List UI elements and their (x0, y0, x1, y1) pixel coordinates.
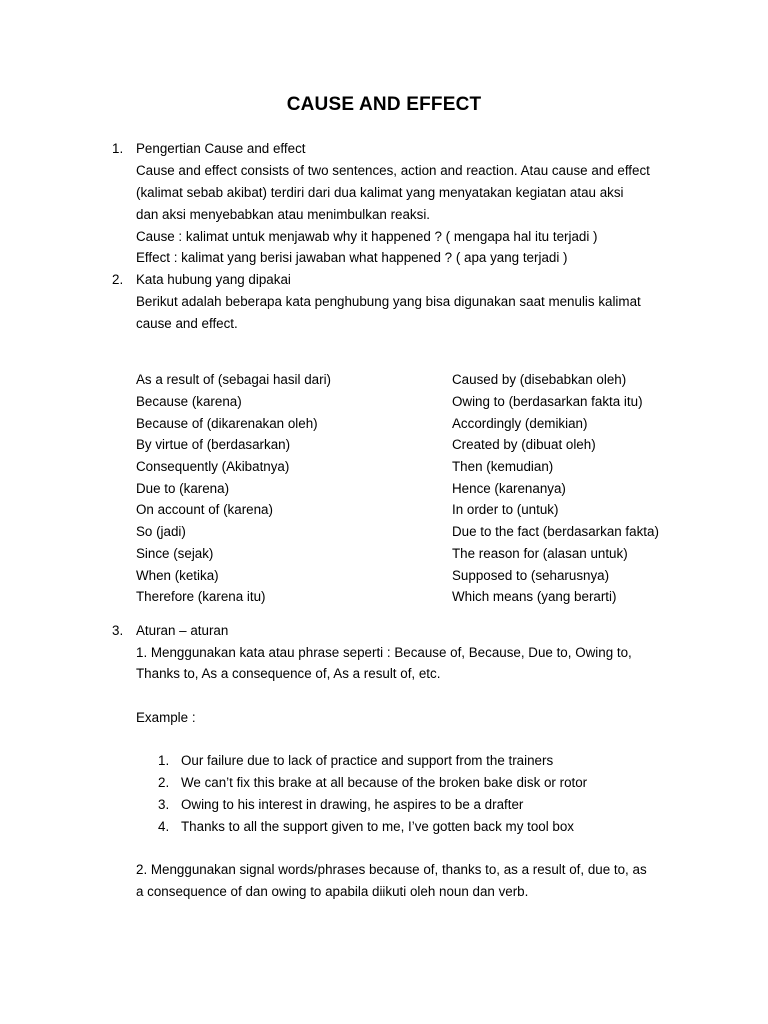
conjunction-left: Because of (dikarenakan oleh) (136, 416, 318, 431)
page-title: CAUSE AND EFFECT (286, 94, 482, 115)
section-2-heading: Kata hubung yang dipakai (136, 272, 291, 287)
conjunction-left: By virtue of (berdasarkan) (136, 437, 291, 452)
conjunction-right: Accordingly (demikian) (452, 416, 588, 431)
section-3-heading: Aturan – aturan (136, 623, 229, 638)
conjunction-right: Supposed to (seharusnya) (452, 568, 610, 583)
example-text: Our failure due to lack of practice and support from the trainers (181, 753, 554, 768)
example-label: Example : (136, 710, 196, 725)
conjunction-right: Which means (yang berarti) (452, 589, 617, 604)
rule-2-line: 2. Menggunakan signal words/phrases because of, thanks to, as a result of, due to, as (136, 862, 647, 877)
example-number: 1. (158, 753, 170, 768)
conjunction-right: Created by (dibuat oleh) (452, 437, 596, 452)
example-text: We can’t fix this brake at all because of the broken bake disk or rotor (181, 775, 588, 790)
rule-2-line: a consequence of dan owing to apabila diikuti oleh noun dan verb. (136, 884, 529, 899)
conjunction-right: Owing to (berdasarkan fakta itu) (452, 394, 643, 409)
conjunction-right: Then (kemudian) (452, 459, 554, 474)
example-text: Thanks to all the support given to me, I’ve gotten back my tool box (181, 819, 575, 834)
conjunction-left: So (jadi) (136, 524, 186, 539)
section-1-heading: Pengertian Cause and effect (136, 141, 306, 156)
conjunction-left: As a result of (sebagai hasil dari) (136, 372, 332, 387)
conjunction-left: Because (karena) (136, 394, 242, 409)
section-1-line: (kalimat sebab akibat) terdiri dari dua kalimat yang menyatakan kegiatan atau aksi (136, 185, 624, 200)
conjunction-right: The reason for (alasan untuk) (452, 546, 628, 561)
conjunction-right: Hence (karenanya) (452, 481, 566, 496)
conjunction-left: Due to (karena) (136, 481, 230, 496)
conjunction-right: In order to (untuk) (452, 502, 559, 517)
section-1-line: dan aksi menyebabkan atau menimbulkan reaksi. (136, 207, 431, 222)
conjunction-left: Therefore (karena itu) (136, 589, 266, 604)
conjunction-right: Due to the fact (berdasarkan fakta) (452, 524, 659, 539)
conjunction-left: When (ketika) (136, 568, 219, 583)
example-number: 4. (158, 819, 170, 834)
conjunction-right: Caused by (disebabkan oleh) (452, 372, 627, 387)
section-2-number: 2. (112, 272, 124, 287)
section-1-line: Cause : kalimat untuk menjawab why it happened ? ( mengapa hal itu terjadi ) (136, 229, 598, 244)
example-number: 2. (158, 775, 170, 790)
example-text: Owing to his interest in drawing, he aspires to be a drafter (181, 797, 524, 812)
example-number: 3. (158, 797, 170, 812)
conjunction-left: On account of (karena) (136, 502, 273, 517)
conjunction-left: Consequently (Akibatnya) (136, 459, 290, 474)
section-1-line: Cause and effect consists of two sentences, action and reaction. Atau cause and effect (136, 163, 650, 178)
rule-1-line: 1. Menggunakan kata atau phrase seperti : Because of, Because, Due to, Owing to, (136, 645, 632, 660)
section-2-line: cause and effect. (136, 316, 238, 331)
section-1-line: Effect : kalimat yang berisi jawaban what happened ? ( apa yang terjadi ) (136, 250, 568, 265)
section-3-number: 3. (112, 623, 124, 638)
rule-1-line: Thanks to, As a consequence of, As a result of, etc. (136, 666, 441, 681)
section-1-number: 1. (112, 141, 124, 156)
conjunction-left: Since (sejak) (136, 546, 214, 561)
section-2-line: Berikut adalah beberapa kata penghubung yang bisa digunakan saat menulis kalimat (136, 294, 641, 309)
